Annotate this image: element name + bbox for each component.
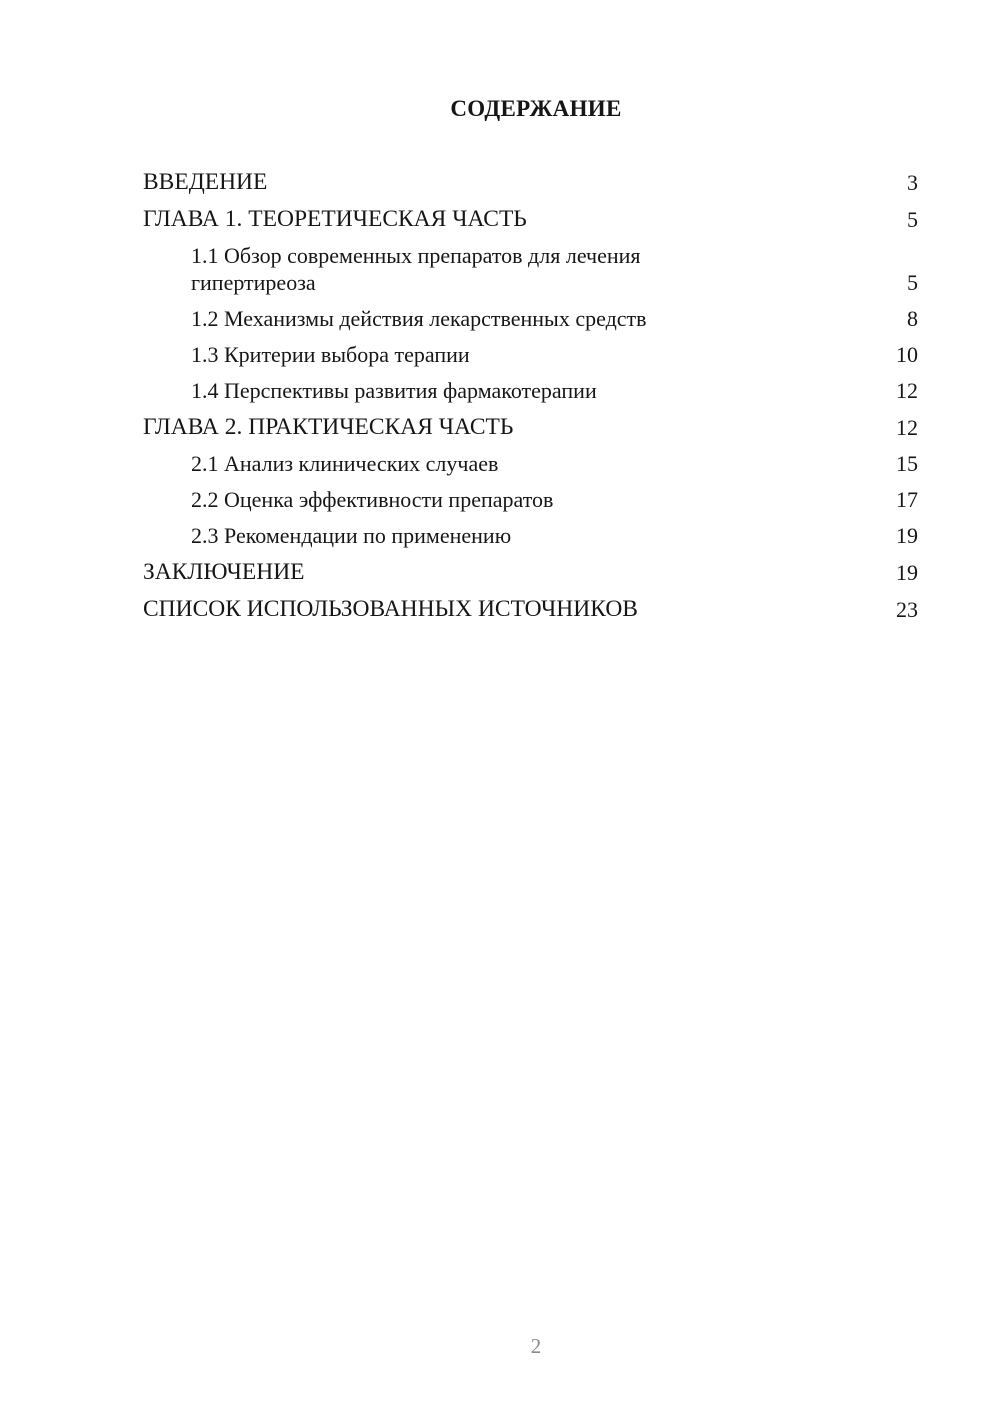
toc-entry-section-1-4[interactable] (143, 377, 918, 404)
toc-page-number: 5 (907, 207, 918, 232)
toc-entry-text: ЗАКЛЮЧЕНИЕ (143, 559, 305, 585)
toc-entry-text: ГЛАВА 2. ПРАКТИЧЕСКАЯ ЧАСТЬ (143, 414, 514, 440)
toc-page-number: 23 (896, 597, 918, 622)
toc-entry-text: 2.1 Анализ клинических случаев (191, 451, 499, 476)
toc-entry-references[interactable] (143, 595, 918, 623)
toc-entry-text: 1.1 Обзор современных препаратов для лечения гипертиреоза (191, 243, 641, 295)
toc-entry-section-2-2[interactable] (143, 486, 918, 513)
toc-entry-text: 1.3 Критерии выбора терапии (191, 342, 470, 367)
toc-entry-introduction[interactable] (143, 168, 918, 196)
toc-page-number: 8 (907, 306, 918, 331)
toc-entry-text: СПИСОК ИСПОЛЬЗОВАННЫХ ИСТОЧНИКОВ (143, 596, 638, 622)
toc-page-number: 19 (896, 523, 918, 548)
toc-entry-text: 1.2 Механизмы действия лекарственных средств (191, 306, 647, 331)
toc-page-number: 3 (907, 170, 918, 195)
toc-page-number: 12 (896, 378, 918, 403)
page-title: СОДЕРЖАНИЕ (450, 96, 622, 121)
toc-entry-chapter-1[interactable] (143, 205, 918, 233)
toc-entry-section-1-2[interactable] (143, 305, 918, 332)
toc-page-number: 12 (896, 415, 918, 440)
toc-page-number: 10 (896, 342, 918, 367)
toc-entry-section-2-1[interactable] (143, 450, 918, 477)
toc-entry-text: 2.2 Оценка эффективности препаратов (191, 487, 554, 512)
toc-entry-section-1-1[interactable] (143, 242, 918, 296)
toc-entry-text: 2.3 Рекомендации по применению (191, 523, 512, 548)
toc-entry-conclusion[interactable] (143, 558, 918, 586)
page-number: 2 (530, 1334, 542, 1358)
toc-page-number: 19 (896, 560, 918, 585)
toc-entry-text: 1.4 Перспективы развития фармакотерапии (191, 378, 597, 403)
toc-entry-chapter-2[interactable] (143, 413, 918, 441)
toc-page-number: 17 (896, 487, 918, 512)
toc-entry-section-1-3[interactable] (143, 341, 918, 368)
toc-entry-text: ГЛАВА 1. ТЕОРЕТИЧЕСКАЯ ЧАСТЬ (143, 206, 527, 232)
toc-page-number: 15 (896, 451, 918, 476)
toc-entry-text: ВВЕДЕНИЕ (143, 169, 268, 195)
table-of-contents (143, 168, 918, 632)
toc-entry-section-2-3[interactable] (143, 522, 918, 549)
toc-page-number: 5 (907, 270, 918, 295)
